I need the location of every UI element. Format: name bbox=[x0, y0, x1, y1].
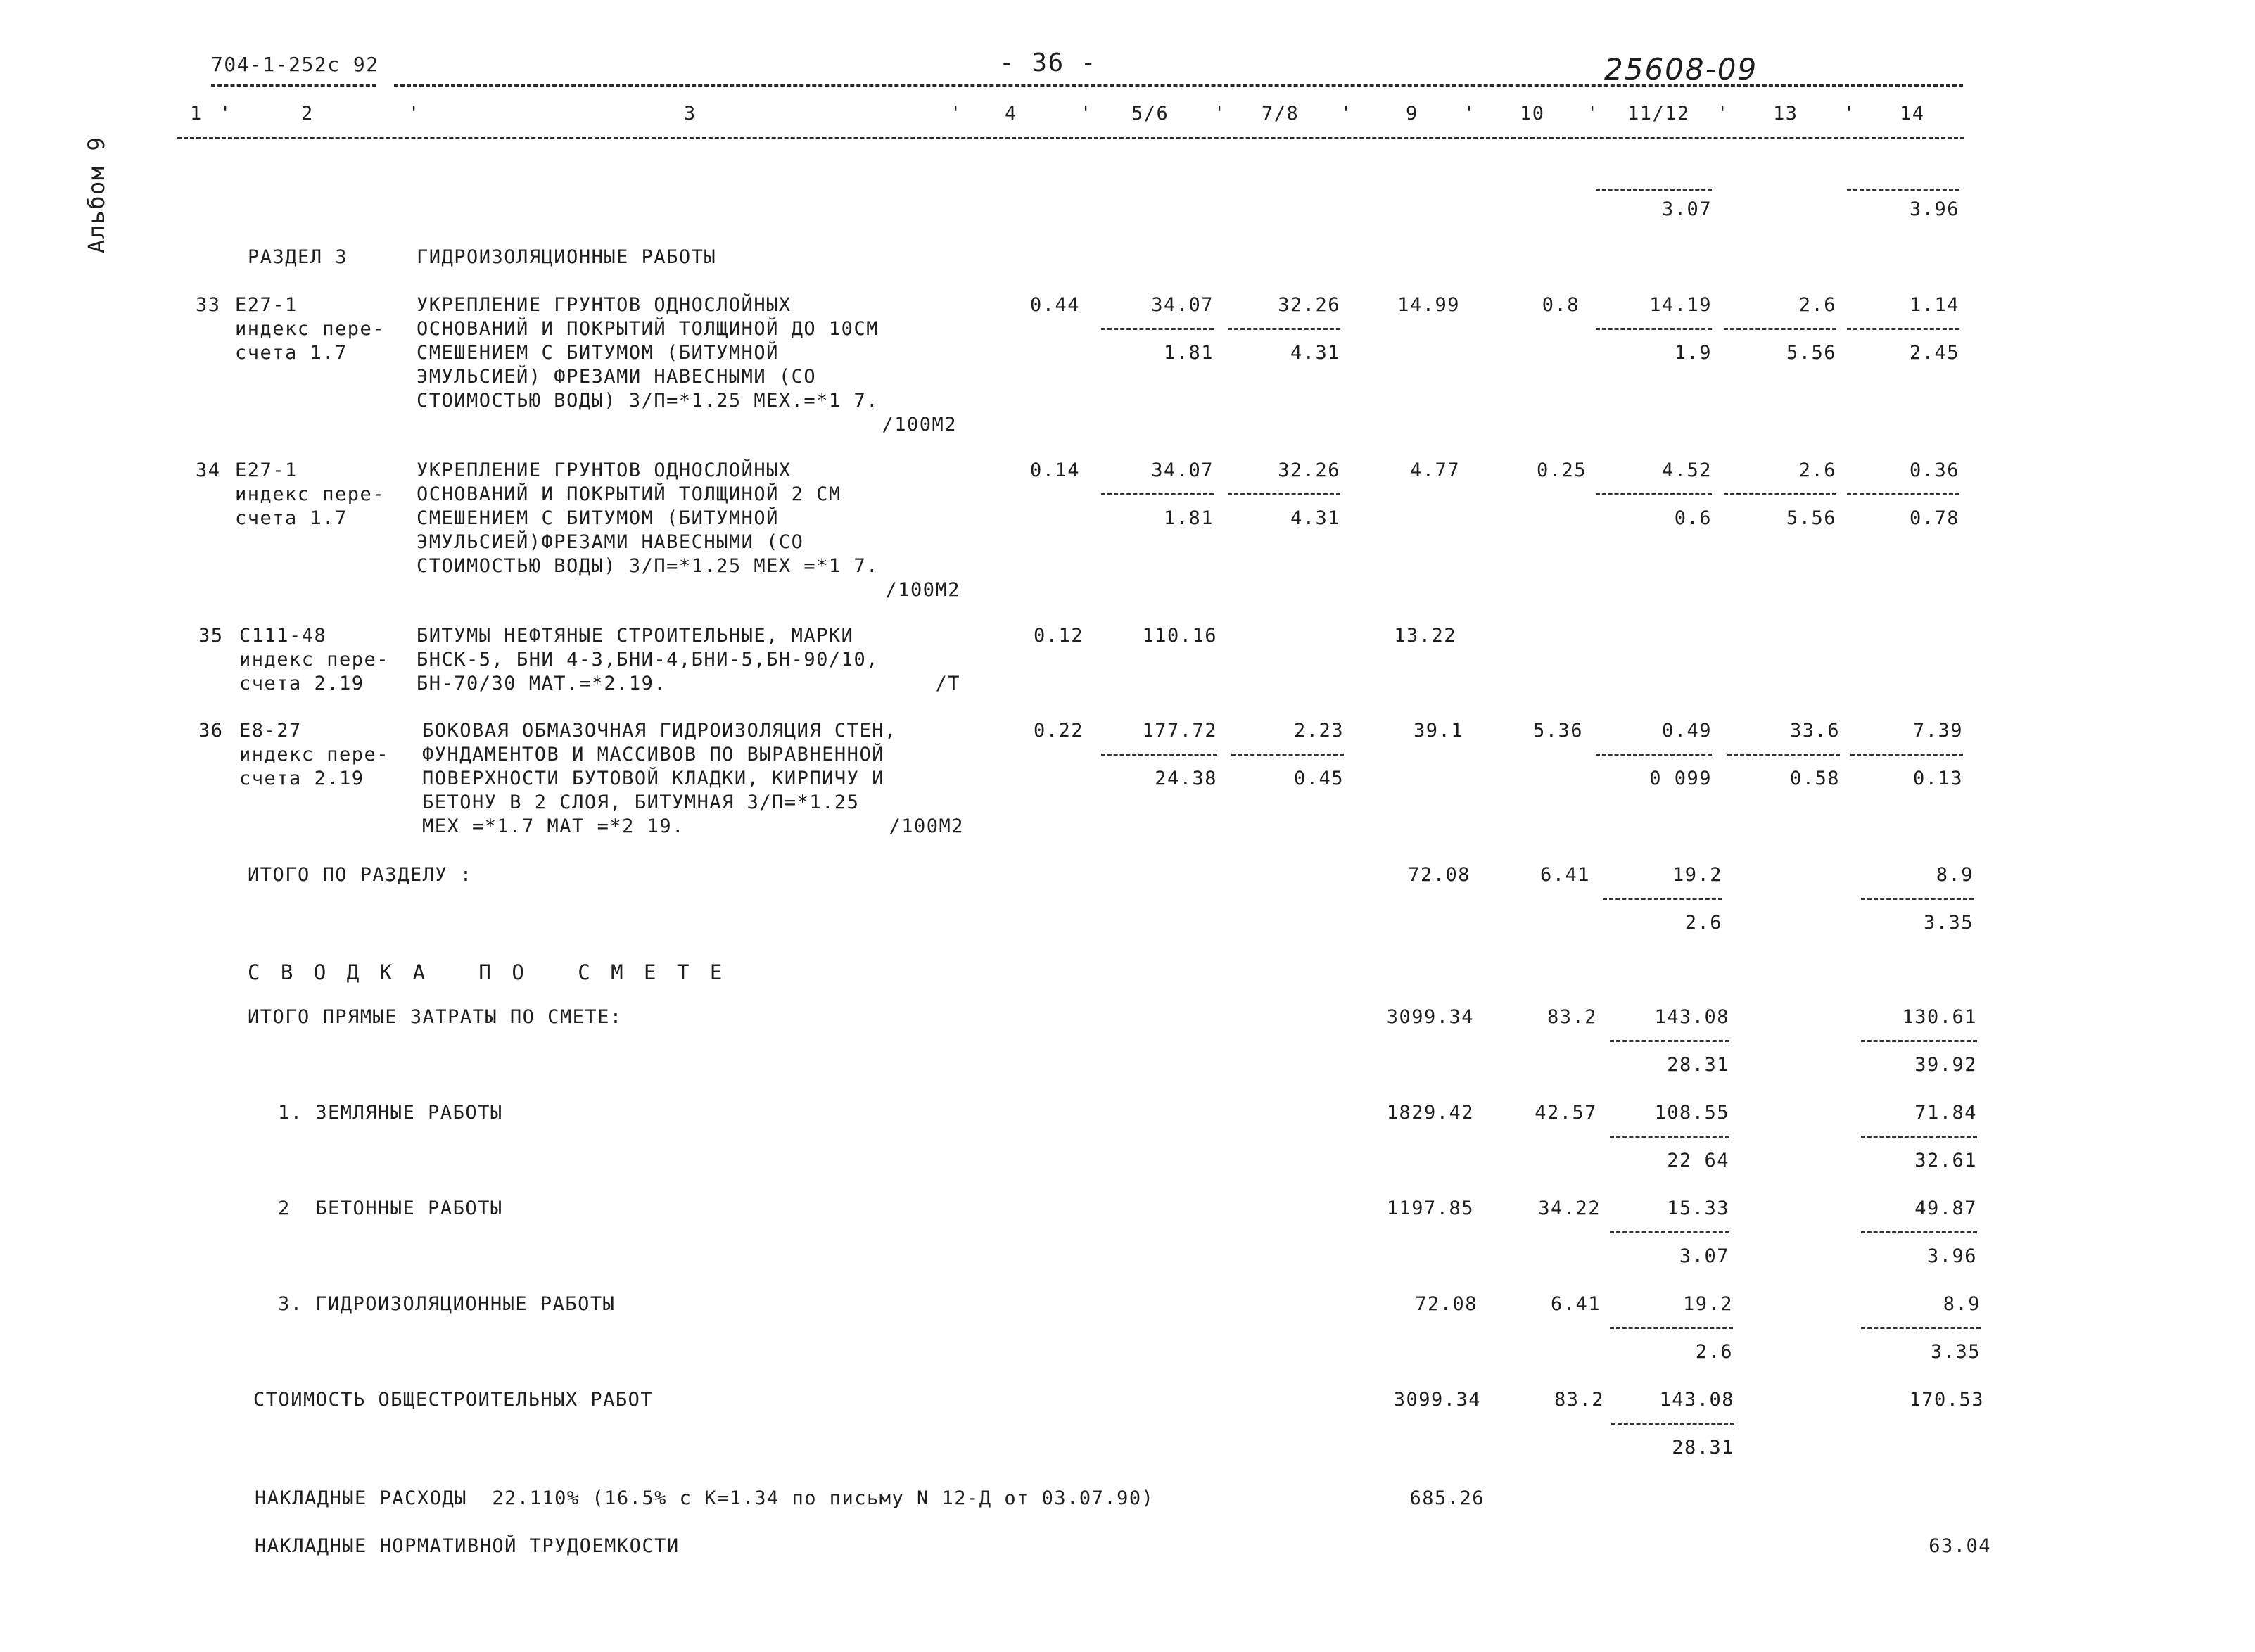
rate-code: С111-48 bbox=[239, 625, 327, 647]
cell-quantity: 0.44 bbox=[1029, 294, 1080, 316]
cell-14: 1.14 bbox=[1909, 294, 1959, 316]
cell-11-12: 19.2 bbox=[1672, 864, 1722, 886]
work-description: БНСК-5, БНИ 4-3,БНИ-4,БНИ-5,БН-90/10, bbox=[417, 649, 879, 671]
header-rule-short bbox=[211, 84, 376, 87]
cell-9: 14.99 bbox=[1397, 294, 1460, 316]
rate-code: Е8-27 bbox=[239, 720, 302, 742]
work-description: БЕТОНУ В 2 СЛОЯ, БИТУМНАЯ З/П=*1.25 bbox=[422, 792, 860, 813]
cell-14: 130.61 bbox=[1902, 1006, 1977, 1028]
cell-7-8: 32.26 bbox=[1278, 294, 1340, 316]
summary-item-label: 3. ГИДРОИЗОЛЯЦИОННЫЕ РАБОТЫ bbox=[278, 1293, 616, 1315]
col-header-7-8: 7/8 bbox=[1262, 103, 1300, 125]
index-value: счета 2.19 bbox=[239, 768, 364, 789]
col-header-11-12: 11/12 bbox=[1627, 103, 1690, 125]
col-header-13: 13 bbox=[1773, 103, 1798, 125]
work-description: СТОИМОСТЬЮ ВОДЫ) З/П=*1.25 МЕХ =*1 7. bbox=[417, 555, 879, 577]
cell-11-12-sub: 0 099 bbox=[1649, 768, 1712, 789]
cell-9: 1197.85 bbox=[1386, 1197, 1474, 1219]
section-title: ГИДРОИЗОЛЯЦИОННЫЕ РАБОТЫ bbox=[417, 246, 717, 268]
cell-5-6-sub: 1.81 bbox=[1163, 342, 1214, 364]
cell-11-12: 108.55 bbox=[1654, 1102, 1729, 1124]
cell-14-sub: 3.35 bbox=[1930, 1341, 1981, 1363]
margin-note: Альбом 9 bbox=[83, 136, 110, 253]
col-header-2: 2 bbox=[301, 103, 314, 125]
summary-item-label: 2 БЕТОННЫЕ РАБОТЫ bbox=[278, 1197, 503, 1219]
cell-quantity: 0.12 bbox=[1033, 625, 1084, 647]
col-header-5-6: 5/6 bbox=[1131, 103, 1169, 125]
index-value: счета 1.7 bbox=[235, 342, 348, 364]
cell-9: 3099.34 bbox=[1386, 1006, 1474, 1028]
rate-code: Е27-1 bbox=[235, 294, 298, 316]
carry-over-11-12: 3.07 bbox=[1661, 198, 1712, 220]
cell-13: 2.6 bbox=[1798, 459, 1836, 481]
cell-7-8: 32.26 bbox=[1278, 459, 1340, 481]
work-description: СМЕШЕНИЕМ С БИТУМОМ (БИТУМНОЙ bbox=[417, 342, 779, 364]
cell-quantity: 0.22 bbox=[1033, 720, 1084, 742]
work-description: БИТУМЫ НЕФТЯНЫЕ СТРОИТЕЛЬНЫЕ, МАРКИ bbox=[417, 625, 854, 647]
cell-7-8: 2.23 bbox=[1293, 720, 1344, 742]
cell-11-12: 19.2 bbox=[1682, 1293, 1733, 1315]
summary-direct-label: ИТОГО ПРЯМЫЕ ЗАТРАТЫ ПО СМЕТЕ: bbox=[248, 1006, 623, 1028]
cell-11-12: 143.08 bbox=[1654, 1006, 1729, 1028]
cell-9: 4.77 bbox=[1409, 459, 1460, 481]
cell-11-12-sub: 2.6 bbox=[1695, 1341, 1733, 1363]
cell-14: 170.53 bbox=[1909, 1389, 1984, 1411]
cell-10: 6.41 bbox=[1539, 864, 1590, 886]
cell-10: 0.8 bbox=[1542, 294, 1580, 316]
summary-title: С В О Д К А П О С М Е Т Е bbox=[248, 960, 727, 984]
cell-14: 0.36 bbox=[1909, 459, 1959, 481]
cell-11-12-sub: 22 64 bbox=[1667, 1150, 1729, 1171]
cell-9: 39.1 bbox=[1413, 720, 1463, 742]
cell-13: 2.6 bbox=[1798, 294, 1836, 316]
cell-14-sub: 2.45 bbox=[1909, 342, 1959, 364]
summary-total-label: СТОИМОСТЬ ОБЩЕСТРОИТЕЛЬНЫХ РАБОТ bbox=[253, 1389, 654, 1411]
cell-14: 63.04 bbox=[1929, 1535, 1991, 1557]
work-description: МЕХ =*1.7 МАТ =*2 19. bbox=[422, 815, 685, 837]
col-header-4: 4 bbox=[1005, 103, 1017, 125]
row-number: 34 bbox=[196, 459, 221, 481]
cell-10: 83.2 bbox=[1554, 1389, 1604, 1411]
cell-10: 83.2 bbox=[1546, 1006, 1597, 1028]
cell-11-12-sub: 1.9 bbox=[1674, 342, 1712, 364]
index-value: счета 1.7 bbox=[235, 507, 348, 529]
cell-14-sub: 32.61 bbox=[1914, 1150, 1977, 1171]
row-number: 33 bbox=[196, 294, 221, 316]
cell-13: 33.6 bbox=[1789, 720, 1840, 742]
row-number: 35 bbox=[198, 625, 224, 647]
cell-13-sub: 5.56 bbox=[1786, 342, 1836, 364]
cell-14: 7.39 bbox=[1912, 720, 1963, 742]
work-description: БОКОВАЯ ОБМАЗОЧНАЯ ГИДРОИЗОЛЯЦИЯ СТЕН, bbox=[422, 720, 897, 742]
cell-14: 49.87 bbox=[1914, 1197, 1977, 1219]
work-description: ОСНОВАНИЙ И ПОКРЫТИЙ ТОЛЩИНОЙ 2 СМ bbox=[417, 483, 841, 505]
cell-11-12-sub: 0.6 bbox=[1674, 507, 1712, 529]
cell-9: 72.08 bbox=[1408, 864, 1470, 886]
work-description: СМЕШЕНИЕМ С БИТУМОМ (БИТУМНОЙ bbox=[417, 507, 779, 529]
cell-13-sub: 0.58 bbox=[1789, 768, 1840, 789]
unit: /100М2 bbox=[882, 414, 957, 436]
cell-14-sub: 39.92 bbox=[1914, 1054, 1977, 1076]
cell-9: 1829.42 bbox=[1386, 1102, 1474, 1124]
cell-11-12: 14.19 bbox=[1649, 294, 1712, 316]
cell-7-8-sub: 0.45 bbox=[1293, 768, 1344, 789]
unit: /Т bbox=[935, 673, 960, 694]
cell-11-12: 0.49 bbox=[1661, 720, 1712, 742]
cell-10: 0.25 bbox=[1536, 459, 1587, 481]
unit: /100М2 bbox=[889, 815, 964, 837]
cell-5-6: 34.07 bbox=[1151, 294, 1214, 316]
index-label: индекс пере- bbox=[239, 649, 390, 671]
estimate-page: 704-1-252c 92 - 36 - 25608-09 Альбом 9 1 2 3 4 5/6 7/8 9 10 11/12 13 14 ' ' ' ' ' ' ' ' ' ' 3.07 3.96 РАЗДЕЛ 3 ГИДРОИЗОЛЯЦИОННЫЕ РАБОТЫ 33 Е27-1 индекс пере- счета 1.7 УКРЕПЛЕНИЕ ГРУНТОВ ОДНОСЛОЙНЫХ ОСНОВАНИЙ И ПОКРЫТИЙ ТОЛЩИНОЙ ДО 10СМ СМЕШЕНИЕМ С БИТУМОМ (БИТУМНОЙ ЭМУЛЬСИЕЙ) ФРЕЗАМИ НАВЕСНЫМИ (СО СТОИМОСТЬЮ ВОДЫ) З/П=*1.25 МЕХ.=*1 7. /100М2 0.44 34.07 1.81 32.26 4.31 14.99 0.8 14.19 1.9 2.6 5.56 1.14 2.45 34 Е27-1 индекс пере- счета 1.7 УКРЕПЛЕНИЕ ГРУНТОВ ОДНОСЛОЙНЫХ ОСНОВАНИЙ И ПОКРЫТИЙ ТОЛЩИНОЙ 2 СМ СМЕШЕНИЕМ С БИТУМОМ (БИТУМНОЙ ЭМУЛЬСИЕЙ)ФРЕЗАМИ НАВЕСНЫМИ (СО СТОИМОСТЬЮ ВОДЫ) З/П=*1.25 МЕХ =*1 7. /100М2 0.14 34.07 1.81 32.26 4.31 4.77 0.25 4.52 0.6 2.6 5.56 0.36 0.78 35 С111-48 индекс пере- счета 2.19 БИТУМЫ НЕФТЯНЫЕ СТРОИТЕЛЬНЫЕ, МАРКИ БНСК-5, БНИ 4-3,БНИ-4,БНИ-5,БН-90/10, БН-70/30 МАТ.=*2.19. /Т 0.12 110.16 13.22 36 Е8-27 индекс пере- счета 2.19 БОКОВАЯ ОБМАЗОЧНАЯ ГИДРОИЗОЛЯЦИЯ СТЕН, ФУНДАМЕНТОВ И МАССИВОВ ПО ВЫРАВНЕННОЙ ПОВЕРХНОСТИ БУТОВОЙ КЛАДКИ, КИРПИЧУ И БЕТОНУ В 2 СЛОЯ, БИТУМНАЯ З/П=*1.25 МЕХ =*1.7 МАТ =*2 19. /100М2 0.22 177.72 24.38 2.23 0.45 39.1 5.36 0.49 0 099 33.6 0.58 7.39 0.13 ИТОГО ПО РАЗДЕЛУ : 72.08 6.41 19.2 2.6 8.9 3.35 С В О Д К А П О С М Е Т Е ИТОГО ПРЯМЫЕ ЗАТРАТЫ ПО СМЕТЕ: 3099.34 83.2 143.08 28.31 130.61 39.92 1. ЗЕМЛЯНЫЕ РАБОТЫ 1829.42 42.57 108.55 22 64 71.84 32.61 2 БЕТОННЫЕ РАБОТЫ 1197.85 34.22 15.33 3.07 49.87 3.96 3. ГИДРОИЗОЛЯЦИОННЫЕ РАБОТЫ 72.08 6.41 19.2 2.6 8.9 3.35 СТОИМОСТЬ ОБЩЕСТРОИТЕЛЬНЫХ РАБОТ 3099.34 83.2 143.08 28.31 170.53 НАКЛАДНЫЕ РАСХОДЫ 22.110% (16.5% с К=1.34 по письму N 12-Д от 03.07.90) 685.26 НАКЛАДНЫЕ НОРМАТИВНОЙ ТРУДОЕМКОСТИ 63.04 bbox=[0, 0, 2255, 1652]
carry-over-14: 3.96 bbox=[1909, 198, 1959, 220]
index-label: индекс пере- bbox=[239, 744, 390, 765]
cell-7-8-sub: 4.31 bbox=[1290, 507, 1340, 529]
cell-14-sub: 3.35 bbox=[1923, 912, 1974, 934]
cell-5-6: 177.72 bbox=[1142, 720, 1217, 742]
labor-label: НАКЛАДНЫЕ НОРМАТИВНОЙ ТРУДОЕМКОСТИ bbox=[255, 1535, 680, 1557]
work-description: ЭМУЛЬСИЕЙ) ФРЕЗАМИ НАВЕСНЫМИ (СО bbox=[417, 366, 817, 388]
cell-quantity: 0.14 bbox=[1029, 459, 1080, 481]
summary-item-label: 1. ЗЕМЛЯНЫЕ РАБОТЫ bbox=[278, 1102, 503, 1124]
work-description: СТОИМОСТЬЮ ВОДЫ) З/П=*1.25 МЕХ.=*1 7. bbox=[417, 390, 879, 412]
cell-11-12-sub: 2.6 bbox=[1684, 912, 1722, 934]
cell-11-12-sub: 28.31 bbox=[1672, 1437, 1734, 1459]
work-description: ПОВЕРХНОСТИ БУТОВОЙ КЛАДКИ, КИРПИЧУ И bbox=[422, 768, 884, 789]
doc-code: 704-1-252c 92 bbox=[211, 53, 379, 76]
overhead-label: НАКЛАДНЫЕ РАСХОДЫ 22.110% (16.5% с К=1.34 по письму N 12-Д от 03.07.90) bbox=[255, 1487, 1155, 1509]
cell-10: 6.41 bbox=[1550, 1293, 1601, 1315]
cell-11-12-sub: 28.31 bbox=[1667, 1054, 1729, 1076]
row-number: 36 bbox=[198, 720, 224, 742]
cell-11-12-sub: 3.07 bbox=[1679, 1245, 1729, 1267]
cell-10: 42.57 bbox=[1535, 1102, 1597, 1124]
cell-14: 8.9 bbox=[1943, 1293, 1981, 1315]
cell-5-6-sub: 24.38 bbox=[1155, 768, 1217, 789]
work-description: ФУНДАМЕНТОВ И МАССИВОВ ПО ВЫРАВНЕННОЙ bbox=[422, 744, 884, 765]
index-label: индекс пере- bbox=[235, 483, 386, 505]
unit: /100М2 bbox=[885, 579, 960, 601]
column-header-rule bbox=[177, 137, 1964, 139]
cell-10: 34.22 bbox=[1538, 1197, 1601, 1219]
col-header-9: 9 bbox=[1406, 103, 1418, 125]
work-description: ОСНОВАНИЙ И ПОКРЫТИЙ ТОЛЩИНОЙ ДО 10СМ bbox=[417, 318, 879, 340]
cell-9: 72.08 bbox=[1415, 1293, 1478, 1315]
cell-13-sub: 5.56 bbox=[1786, 507, 1836, 529]
cell-9: 3099.34 bbox=[1393, 1389, 1481, 1411]
cell-7-8-sub: 4.31 bbox=[1290, 342, 1340, 364]
doc-number: 25608-09 bbox=[1604, 52, 1758, 87]
cell-5-6-sub: 1.81 bbox=[1163, 507, 1214, 529]
cell-11-12: 143.08 bbox=[1659, 1389, 1734, 1411]
work-description: УКРЕПЛЕНИЕ ГРУНТОВ ОДНОСЛОЙНЫХ bbox=[417, 459, 792, 481]
cell-14: 71.84 bbox=[1914, 1102, 1977, 1124]
section-total-label: ИТОГО ПО РАЗДЕЛУ : bbox=[248, 864, 473, 886]
work-description: БН-70/30 МАТ.=*2.19. bbox=[417, 673, 667, 694]
rate-code: Е27-1 bbox=[235, 459, 298, 481]
cell-11-12: 4.52 bbox=[1661, 459, 1712, 481]
header-rule bbox=[394, 84, 1963, 87]
section-label: РАЗДЕЛ 3 bbox=[248, 246, 348, 268]
index-label: индекс пере- bbox=[235, 318, 386, 340]
cell-14-sub: 0.78 bbox=[1909, 507, 1959, 529]
work-description: УКРЕПЛЕНИЕ ГРУНТОВ ОДНОСЛОЙНЫХ bbox=[417, 294, 792, 316]
col-header-1: 1 bbox=[190, 103, 203, 125]
work-description: ЭМУЛЬСИЕЙ)ФРЕЗАМИ НАВЕСНЫМИ (СО bbox=[417, 531, 804, 553]
cell-11-12: 15.33 bbox=[1667, 1197, 1729, 1219]
index-value: счета 2.19 bbox=[239, 673, 364, 694]
cell-14-sub: 0.13 bbox=[1912, 768, 1963, 789]
cell-14: 8.9 bbox=[1936, 864, 1974, 886]
page-number: - 36 - bbox=[999, 49, 1098, 77]
cell-9: 13.22 bbox=[1394, 625, 1456, 647]
cell-5-6: 110.16 bbox=[1142, 625, 1217, 647]
cell-5-6: 34.07 bbox=[1151, 459, 1214, 481]
col-header-3: 3 bbox=[684, 103, 697, 125]
col-header-10: 10 bbox=[1520, 103, 1545, 125]
cell-9: 685.26 bbox=[1409, 1487, 1485, 1509]
col-header-14: 14 bbox=[1900, 103, 1925, 125]
cell-14-sub: 3.96 bbox=[1926, 1245, 1977, 1267]
cell-10: 5.36 bbox=[1532, 720, 1583, 742]
